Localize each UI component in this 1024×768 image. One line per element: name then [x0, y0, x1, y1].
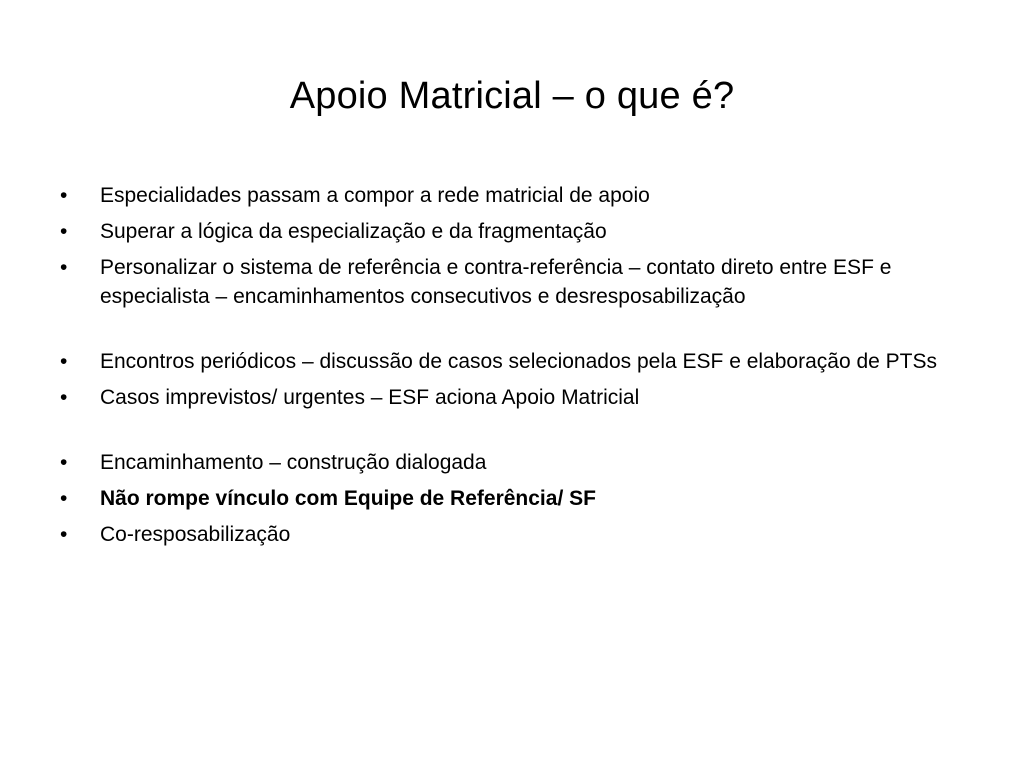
bullet-text: Especialidades passam a compor a rede matricial de apoio: [100, 184, 650, 207]
bullet-list: [60, 181, 980, 556]
bullet-dot-icon: •: [60, 386, 68, 409]
bullet-dot-icon: •: [60, 256, 68, 279]
bullet-dot-icon: •: [60, 350, 68, 373]
bullet-text: Superar a lógica da especialização e da fragmentação: [100, 220, 607, 243]
bullet-dot-icon: •: [60, 184, 68, 207]
bullet-text: Co-resposabilização: [100, 523, 291, 546]
bullet-item: [60, 347, 980, 376]
bullet-text: Casos imprevistos/ urgentes – ESF aciona Apoio Matricial: [100, 386, 640, 409]
bullet-item: [60, 383, 980, 412]
bullet-dot-icon: •: [60, 523, 68, 546]
bullet-text: Encontros periódicos – discussão de casos selecionados pela ESF e elaboração de PTSs: [100, 350, 937, 373]
bullet-text: Encaminhamento – construção dialogada: [100, 451, 487, 474]
bullet-item: [60, 253, 980, 311]
bullet-text: Personalizar o sistema de referência e contra-referência – contato direto entre ESF e especialista – encaminhamentos consecutivos e desresposabilização: [100, 256, 892, 308]
bullet-item: [60, 448, 980, 477]
bullet-text: Não rompe vínculo com Equipe de Referência/ SF: [100, 487, 596, 510]
bullet-dot-icon: •: [60, 451, 68, 474]
slide-title: Apoio Matricial – o que é?: [289, 75, 735, 117]
bullet-dot-icon: •: [60, 487, 68, 510]
bullet-item: [60, 217, 980, 246]
bullet-item: [60, 484, 980, 513]
bullet-dot-icon: •: [60, 220, 68, 243]
bullet-item: [60, 181, 980, 210]
bullet-item: [60, 520, 980, 549]
